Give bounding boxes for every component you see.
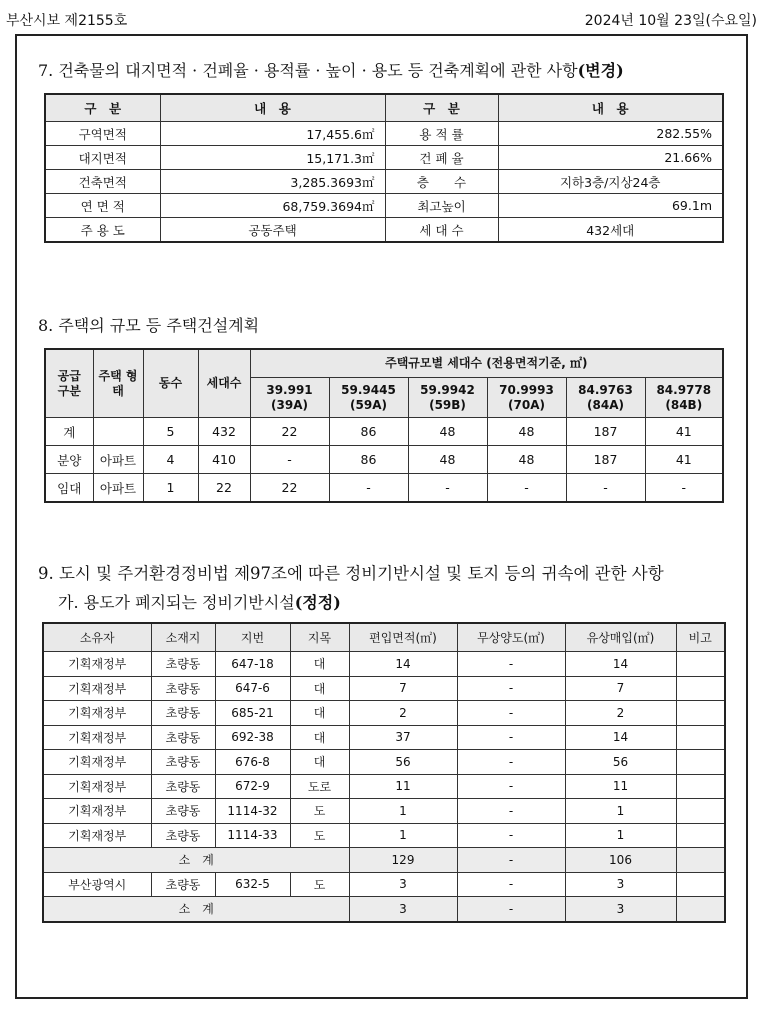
table-row xyxy=(43,799,725,824)
col-header: 지목 xyxy=(290,623,349,652)
col-header-units: 세대수 xyxy=(198,349,250,418)
table-cell: 22 xyxy=(250,418,329,446)
table-cell: 기획재정부 xyxy=(43,701,151,726)
table-header-row xyxy=(43,623,725,652)
table-cell: 41 xyxy=(645,418,723,446)
table-cell: 건축면적 xyxy=(45,170,160,194)
table-cell: 도로 xyxy=(290,774,349,799)
section7-title: 7. 건축물의 대지면적 · 건폐율 · 용적률 · 높이 · 용도 등 건축계획에 관한 사항(변경) xyxy=(38,61,624,80)
table-cell: 68,759.3694㎡ xyxy=(160,194,385,218)
table-cell: 3 xyxy=(349,897,457,922)
table-cell xyxy=(676,823,725,848)
col-header-type: 주택 형태 xyxy=(93,349,143,418)
table-cell: 41 xyxy=(645,446,723,474)
table-row xyxy=(43,774,725,799)
table-cell: 11 xyxy=(349,774,457,799)
table-cell: 86 xyxy=(329,446,408,474)
table-cell xyxy=(676,701,725,726)
table-cell xyxy=(676,872,725,897)
table-cell: 임대 xyxy=(45,474,93,503)
table-cell: 17,455.6㎡ xyxy=(160,122,385,146)
table-cell: 초량동 xyxy=(151,652,215,677)
table-cell: 22 xyxy=(250,474,329,503)
table-cell xyxy=(676,799,725,824)
table-cell: 용 적 률 xyxy=(385,122,498,146)
table-cell: 대 xyxy=(290,701,349,726)
table-row xyxy=(45,218,723,243)
table-cell: 도 xyxy=(290,799,349,824)
col-header-buildings: 동수 xyxy=(143,349,198,418)
table-cell: - xyxy=(408,474,487,503)
table-cell: 5 xyxy=(143,418,198,446)
table-cell: 4 xyxy=(143,446,198,474)
table-cell: 37 xyxy=(349,725,457,750)
table-cell: 3 xyxy=(565,872,676,897)
table-cell: - xyxy=(457,725,565,750)
infrastructure-table xyxy=(42,622,726,923)
table-row xyxy=(45,446,723,474)
col-header-size: 70.9993 (70A) xyxy=(487,378,566,418)
col-header: 내 용 xyxy=(160,94,385,122)
table-cell: 기획재정부 xyxy=(43,676,151,701)
table-cell xyxy=(676,848,725,873)
table-cell: 15,171.3㎡ xyxy=(160,146,385,170)
table-cell: - xyxy=(566,474,645,503)
table-cell xyxy=(93,418,143,446)
table-cell: - xyxy=(457,750,565,775)
table-row xyxy=(43,725,725,750)
table-cell: - xyxy=(457,823,565,848)
table-cell: - xyxy=(487,474,566,503)
table-cell: 69.1m xyxy=(498,194,723,218)
table-cell: 초량동 xyxy=(151,799,215,824)
table-cell: 분양 xyxy=(45,446,93,474)
table-cell: 672-9 xyxy=(215,774,290,799)
table-cell: 소 계 xyxy=(43,897,349,922)
publication-number: 부산시보 제2155호 xyxy=(6,13,128,29)
table-cell: 아파트 xyxy=(93,446,143,474)
table-cell: 아파트 xyxy=(93,474,143,503)
table-cell: 14 xyxy=(565,652,676,677)
table-cell: 3,285.3693㎡ xyxy=(160,170,385,194)
table-cell: 최고높이 xyxy=(385,194,498,218)
table-cell: 14 xyxy=(349,652,457,677)
table-cell: 초량동 xyxy=(151,676,215,701)
table-cell: - xyxy=(457,774,565,799)
table-cell: 초량동 xyxy=(151,701,215,726)
col-header-size: 59.9445 (59A) xyxy=(329,378,408,418)
table-cell: 432세대 xyxy=(498,218,723,243)
table-cell xyxy=(676,676,725,701)
table-cell: 432 xyxy=(198,418,250,446)
table-cell: 초량동 xyxy=(151,725,215,750)
table-row xyxy=(45,146,723,170)
col-header-size: 84.9763 (84A) xyxy=(566,378,645,418)
table-cell: 48 xyxy=(408,418,487,446)
table-cell: 초량동 xyxy=(151,774,215,799)
table-cell: 초량동 xyxy=(151,823,215,848)
table-cell: 129 xyxy=(349,848,457,873)
table-cell: 소 계 xyxy=(43,848,349,873)
table-cell: - xyxy=(457,872,565,897)
subtotal-row xyxy=(43,848,725,873)
table-cell: 주 용 도 xyxy=(45,218,160,243)
col-header: 구 분 xyxy=(45,94,160,122)
table-row xyxy=(45,418,723,446)
table-row xyxy=(45,194,723,218)
table-cell: 187 xyxy=(566,418,645,446)
table-cell: 계 xyxy=(45,418,93,446)
table-cell: 282.55% xyxy=(498,122,723,146)
section9-title: 9. 도시 및 주거환경정비법 제97조에 따른 정비기반시설 및 토지 등의 귀속에 관한 사항 xyxy=(38,564,664,583)
col-header-size: 39.991 (39A) xyxy=(250,378,329,418)
table-cell: 기획재정부 xyxy=(43,652,151,677)
table-cell: 기획재정부 xyxy=(43,750,151,775)
col-header-size-group: 주택규모별 세대수 (전용면적기준, ㎡) xyxy=(250,349,723,378)
table-cell: 410 xyxy=(198,446,250,474)
building-plan-table xyxy=(44,93,724,243)
table-cell: 대 xyxy=(290,676,349,701)
table-cell: - xyxy=(457,676,565,701)
table-cell: 기획재정부 xyxy=(43,823,151,848)
table-cell xyxy=(676,652,725,677)
table-row xyxy=(43,750,725,775)
table-row xyxy=(43,701,725,726)
col-header: 유상매입(㎡) xyxy=(565,623,676,652)
table-cell: 세 대 수 xyxy=(385,218,498,243)
table-cell: 22 xyxy=(198,474,250,503)
page-header xyxy=(0,0,771,34)
table-cell: 2 xyxy=(565,701,676,726)
table-cell: 647-6 xyxy=(215,676,290,701)
table-cell: 676-8 xyxy=(215,750,290,775)
table-row xyxy=(45,122,723,146)
table-cell: 56 xyxy=(565,750,676,775)
table-cell: - xyxy=(457,897,565,922)
table-cell: - xyxy=(457,701,565,726)
table-cell: 692-38 xyxy=(215,725,290,750)
table-cell xyxy=(676,774,725,799)
table-cell: 초량동 xyxy=(151,750,215,775)
table-cell: 연 면 적 xyxy=(45,194,160,218)
table-cell: 대지면적 xyxy=(45,146,160,170)
table-cell: 7 xyxy=(349,676,457,701)
table-cell: - xyxy=(457,652,565,677)
table-cell: 14 xyxy=(565,725,676,750)
table-cell: 지하3층/지상24층 xyxy=(498,170,723,194)
table-cell: 1114-33 xyxy=(215,823,290,848)
table-cell: 초량동 xyxy=(151,872,215,897)
table-cell: 1114-32 xyxy=(215,799,290,824)
table-cell: 대 xyxy=(290,652,349,677)
table-cell: 1 xyxy=(143,474,198,503)
subtotal-row xyxy=(43,897,725,922)
table-cell: 647-18 xyxy=(215,652,290,677)
table-cell: 도 xyxy=(290,823,349,848)
table-cell: 1 xyxy=(349,799,457,824)
table-cell: 3 xyxy=(349,872,457,897)
table-cell: 2 xyxy=(349,701,457,726)
col-header: 지번 xyxy=(215,623,290,652)
publication-date: 2024년 10월 23일(수요일) xyxy=(584,13,757,29)
table-cell: 7 xyxy=(565,676,676,701)
table-cell: - xyxy=(645,474,723,503)
table-cell: - xyxy=(457,799,565,824)
col-header: 구 분 xyxy=(385,94,498,122)
table-cell: 공동주택 xyxy=(160,218,385,243)
table-cell xyxy=(676,897,725,922)
table-cell: 대 xyxy=(290,750,349,775)
table-cell: - xyxy=(250,446,329,474)
col-header: 내 용 xyxy=(498,94,723,122)
table-cell: 부산광역시 xyxy=(43,872,151,897)
table-cell: 685-21 xyxy=(215,701,290,726)
table-row xyxy=(43,872,725,897)
table-cell: 건 폐 율 xyxy=(385,146,498,170)
col-header: 비고 xyxy=(676,623,725,652)
table-cell: 1 xyxy=(349,823,457,848)
table-cell: 1 xyxy=(565,799,676,824)
table-row xyxy=(45,474,723,503)
table-row xyxy=(45,170,723,194)
col-header: 편입면적(㎡) xyxy=(349,623,457,652)
table-cell: 3 xyxy=(565,897,676,922)
table-cell: 대 xyxy=(290,725,349,750)
col-header-supply: 공급 구분 xyxy=(45,349,93,418)
table-cell: - xyxy=(329,474,408,503)
table-cell: 기획재정부 xyxy=(43,725,151,750)
table-cell: 도 xyxy=(290,872,349,897)
col-header-size: 84.9778 (84B) xyxy=(645,378,723,418)
col-header-size: 59.9942 (59B) xyxy=(408,378,487,418)
table-cell: 86 xyxy=(329,418,408,446)
table-cell: 56 xyxy=(349,750,457,775)
table-cell: 11 xyxy=(565,774,676,799)
section8-title: 8. 주택의 규모 등 주택건설계획 xyxy=(38,316,260,335)
housing-plan-table xyxy=(44,348,724,503)
table-cell: 48 xyxy=(487,446,566,474)
table-row xyxy=(43,823,725,848)
table-header-row xyxy=(45,94,723,122)
table-cell: 632-5 xyxy=(215,872,290,897)
table-cell: 48 xyxy=(408,446,487,474)
table-cell: 기획재정부 xyxy=(43,774,151,799)
col-header: 소유자 xyxy=(43,623,151,652)
table-cell xyxy=(676,725,725,750)
col-header: 소재지 xyxy=(151,623,215,652)
table-cell: 1 xyxy=(565,823,676,848)
section9-subtitle: 가. 용도가 폐지되는 정비기반시설(정정) xyxy=(58,593,341,612)
table-cell: 구역면적 xyxy=(45,122,160,146)
col-header: 무상양도(㎡) xyxy=(457,623,565,652)
table-header-row xyxy=(45,349,723,378)
table-cell: 106 xyxy=(565,848,676,873)
table-cell: 층 수 xyxy=(385,170,498,194)
table-row xyxy=(43,676,725,701)
table-cell: 기획재정부 xyxy=(43,799,151,824)
table-cell: - xyxy=(457,848,565,873)
table-cell: 21.66% xyxy=(498,146,723,170)
table-row xyxy=(43,652,725,677)
table-cell xyxy=(676,750,725,775)
table-cell: 187 xyxy=(566,446,645,474)
table-cell: 48 xyxy=(487,418,566,446)
